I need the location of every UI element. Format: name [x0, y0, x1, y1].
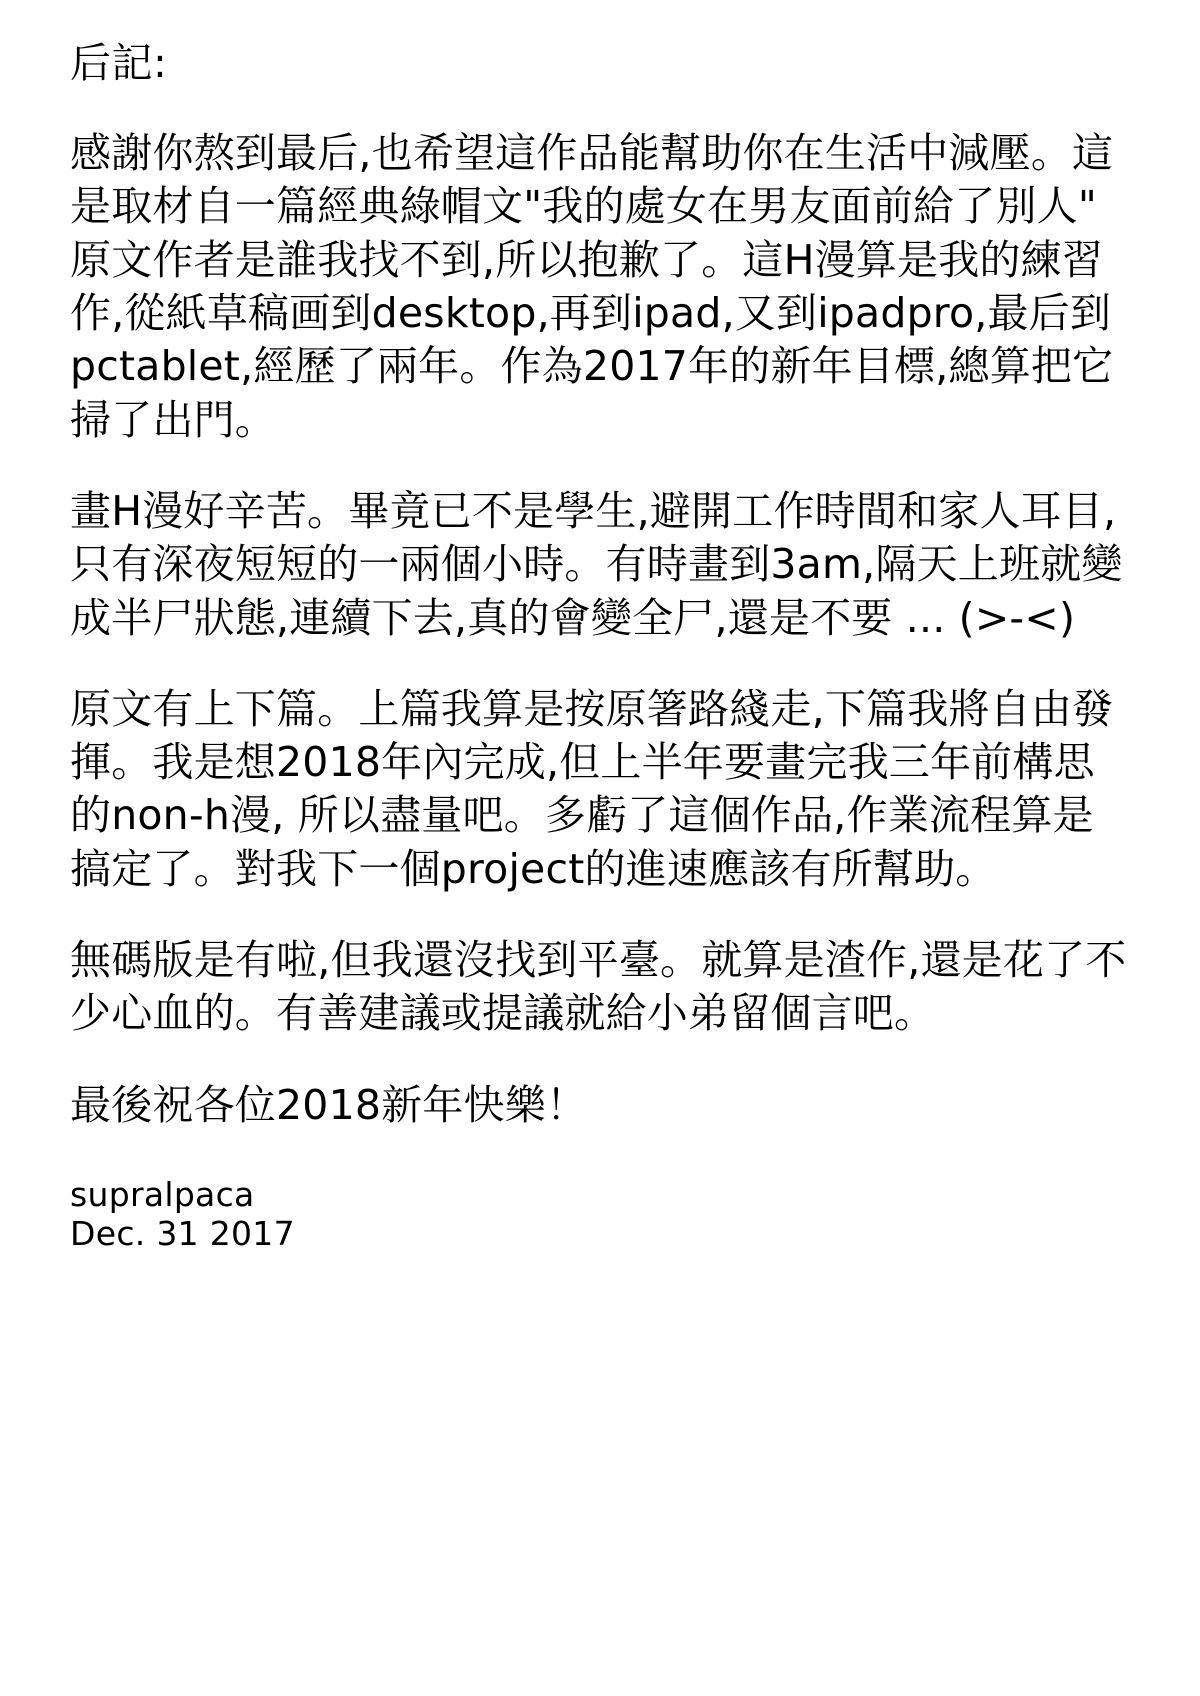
- author-name: supralpaca: [70, 1174, 255, 1214]
- signature-block: [70, 1176, 1130, 1254]
- paragraph-5: 最後祝各位2018新年快樂！: [70, 1080, 588, 1129]
- paragraph-3: 原文有上下篇。上篇我算是按原箸路綫走,下篇我將自由發揮。我是想2018年內完成,但上半年要畫完我三年前構思的non-h漫, 所以盡量吧。多虧了這個作品,作業流程算是搞定了。對我下一個project的進速應該有所幫助。: [70, 684, 1114, 893]
- paragraph-1: 感謝你熬到最后,也希望這作品能幫助你在生活中減壓。這是取材自一篇經典綠帽文"我的處女在男友面前給了別人" 原文作者是誰我找不到,所以抱歉了。這H漫算是我的練習作,從紙草稿画到desktop,再到ipad,又到ipadpro,最后到pctablet,經歷了兩年。作為2017年的新年目標,總算把它掃了出門。: [70, 129, 1114, 444]
- page-title: 后記:: [70, 39, 168, 87]
- paragraph-2: 畫H漫好辛苦。畢竟已不是學生,避開工作時間和家人耳目,只有深夜短短的一兩個小時。有時畫到3am,隔天上班就變成半尸狀態,連續下去,真的會變全尸,還是不要 ... (>-<): [70, 486, 1123, 642]
- paragraph-4: 無碼版是有啦,但我還沒找到平臺。就算是渣作,還是花了不少心血的。有善建議或提議就給小弟留個言吧。: [70, 936, 1127, 1038]
- signature-date: Dec. 31 2017: [70, 1213, 295, 1253]
